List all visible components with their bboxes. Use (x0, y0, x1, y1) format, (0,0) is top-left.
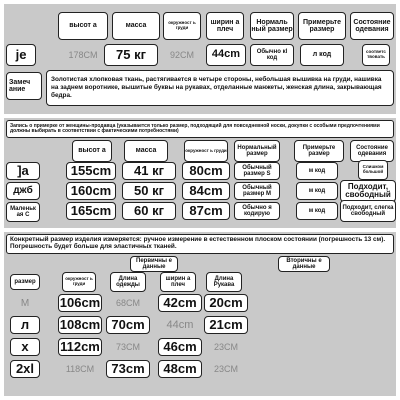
t2-row-fit: Слишком большой (358, 160, 388, 180)
t3-row-chest: 112cm (58, 338, 102, 356)
t2-header-height: высот а (72, 140, 112, 162)
t3-row-sleeve: 23CM (213, 364, 238, 374)
t2-row-weight: 60 кг (122, 202, 176, 220)
t3-row-shoulder: 48cm (158, 360, 202, 378)
t2-row-try: м код (296, 202, 338, 220)
t3-row-size: л (10, 316, 40, 334)
t1-row-chest: 92CM (169, 50, 194, 60)
t1-note-label: Замеч ание (6, 72, 42, 100)
t1-note-text: Золотистая хлопковая ткань, растягивается в четыре стороны, небольшая вышивка на груди, нашивка на заднем воротнике, вышитые буквы на рукавах, отделанные манжеты, женская длина, закрывающая бедра. (46, 70, 394, 106)
t2-row-normal: Обычный размер S (234, 162, 280, 180)
t1-header-try: Примерьте размер (298, 12, 346, 40)
t1-row-normal: Обычно кl код (250, 44, 294, 66)
t1-row-weight: 75 кг (104, 44, 158, 66)
t3-row-length: 70cm (106, 316, 150, 334)
t3-row-length: 73CM (115, 342, 140, 352)
t3-row-size: M (20, 297, 30, 309)
t2-row-try: м код (296, 182, 338, 200)
t2-row-weight: 41 кг (122, 162, 176, 180)
t3-row-chest: 106cm (59, 295, 101, 311)
t3-header-length: Длина одежды (110, 272, 146, 292)
t3-row-chest: 118CM (65, 364, 95, 374)
t2-row-chest: 84cm (182, 182, 230, 200)
t1-header-normal: Нормаль ный размер (250, 12, 294, 40)
t2-header-weight: масса (124, 140, 168, 162)
t2-row-normal: Обычный размер M (234, 182, 280, 200)
t3-row-shoulder: 42cm (158, 294, 202, 312)
t1-row-try: л код (300, 44, 344, 66)
t2-header-try: Примерьте размер (294, 140, 344, 162)
t2-row-label: джб (6, 182, 40, 200)
t2-header-normal: Нормальный размер (234, 140, 280, 162)
t3-header-sleeve: Длина Рукава (206, 272, 242, 292)
t2-intro: Запись о примерке от женщины-продавца (указывается только размер, подходящий для повседневной носки, докупки с особыми предпочтениями должны выбирать в соответствии с фактическими потребностями) (6, 120, 394, 138)
t2-row-height: 155cm (66, 162, 116, 180)
t3-row-sleeve: 20cm (204, 294, 248, 312)
t1-row-label: je (6, 44, 36, 66)
t1-row-height: 178CM (68, 50, 98, 60)
t1-header-chest: окружност ь груди (163, 12, 201, 40)
t3-row-sleeve: 23CM (213, 342, 238, 352)
t2-header-fit: Состояние одевания (350, 140, 394, 162)
t2-row-fit: Подходит, свободный (340, 180, 396, 202)
t3-header-shoulder: ширин а плеч (160, 272, 196, 292)
t3-group-primary: Первичны е данные (130, 256, 178, 272)
t2-row-label: Маленьк ая С (6, 202, 40, 222)
t3-row-size: 2xl (10, 360, 40, 378)
t1-header-height: высот а (58, 12, 108, 40)
t3-row-shoulder: 46cm (158, 338, 202, 356)
t1-row-fit: соответс твовать (362, 44, 390, 66)
t3-row-length: 73cm (106, 360, 150, 378)
t3-intro: Конкретный размер изделия измеряется: ручное измерение в естественном плоском состоянии (погрешность 13 см). Погрешность будет больше для эластичных тканей. (6, 234, 394, 254)
t3-header-size: размер (10, 274, 40, 290)
t2-row-label: ]а (6, 162, 40, 180)
t2-row-chest: 87cm (182, 202, 230, 220)
t3-header-chest: окружност ь груди (62, 272, 96, 292)
t2-row-normal: Обычно я кодирую (234, 202, 280, 220)
t2-row-height: 165cm (66, 202, 116, 220)
t1-header-weight: масса (112, 12, 160, 40)
t3-row-size: x (10, 338, 40, 356)
t1-row-shoulder: 44cm (206, 44, 246, 66)
t2-row-fit: Подходит, слегка свободный (340, 200, 396, 222)
t3-group-secondary: Вторичны е данные (278, 256, 330, 272)
t2-row-weight: 50 кг (122, 182, 176, 200)
t3-row-shoulder: 44cm (166, 319, 194, 331)
t2-row-height: 160cm (66, 182, 116, 200)
t1-header-fit: Состояние одевания (350, 12, 394, 40)
t2-row-try: м код (296, 162, 338, 180)
t3-row-sleeve: 21cm (204, 316, 248, 334)
t2-header-chest: окружност ь груди (184, 140, 228, 162)
t2-row-chest: 80cm (182, 162, 230, 180)
t3-row-chest: 108cm (59, 317, 101, 333)
t3-row-length: 68CM (115, 298, 140, 308)
t1-header-shoulder: ширин а плеч (206, 12, 244, 40)
